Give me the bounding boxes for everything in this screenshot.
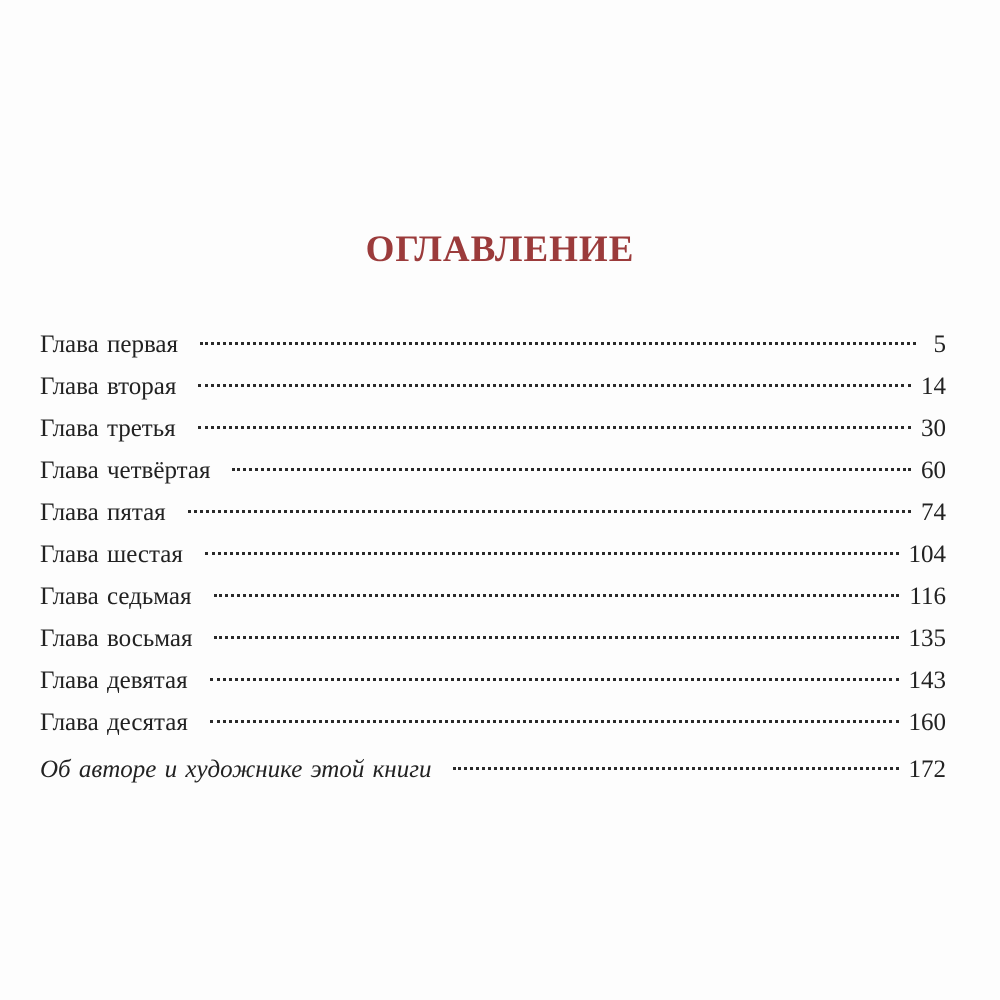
toc-entry-label: Глава девятая xyxy=(40,667,188,694)
toc-entry-page: 135 xyxy=(908,625,946,652)
toc-entry-page: 172 xyxy=(908,756,946,783)
toc-entry-1 xyxy=(40,324,946,366)
toc-entry-page: 116 xyxy=(909,583,946,610)
toc-entry-page: 143 xyxy=(908,667,946,694)
toc-entry-page: 160 xyxy=(908,709,946,736)
dot-leader xyxy=(205,552,899,555)
toc-entry-3 xyxy=(40,408,946,450)
toc-entry-label: Глава седьмая xyxy=(40,583,192,610)
toc-entry-page: 5 xyxy=(933,331,946,358)
toc-entry-page: 104 xyxy=(908,541,946,568)
dot-leader xyxy=(232,468,911,471)
toc-entry-page: 60 xyxy=(921,457,946,484)
toc-list xyxy=(40,324,946,791)
dot-leader xyxy=(198,384,911,387)
toc-entry-10 xyxy=(40,702,946,744)
dot-leader xyxy=(198,426,911,429)
toc-entry-4 xyxy=(40,450,946,492)
toc-entry-about-author xyxy=(40,749,946,791)
toc-entry-label: Глава восьмая xyxy=(40,625,193,652)
dot-leader xyxy=(214,636,898,639)
dot-leader xyxy=(210,720,899,723)
toc-entry-6 xyxy=(40,534,946,576)
toc-entry-7 xyxy=(40,576,946,618)
toc-entry-2 xyxy=(40,366,946,408)
toc-entry-8 xyxy=(40,618,946,660)
dot-leader xyxy=(453,767,898,770)
dot-leader xyxy=(200,342,916,345)
toc-entry-9 xyxy=(40,660,946,702)
toc-entry-label: Глава первая xyxy=(40,331,179,358)
toc-entry-label: Глава третья xyxy=(40,415,176,442)
dot-leader xyxy=(210,678,899,681)
toc-entry-label: Глава вторая xyxy=(40,373,177,400)
toc-entry-5 xyxy=(40,492,946,534)
toc-title: ОГЛАВЛЕНИЕ xyxy=(365,229,635,270)
toc-entry-label: Глава десятая xyxy=(40,709,188,736)
dot-leader xyxy=(188,510,911,513)
toc-entry-page: 30 xyxy=(921,415,946,442)
toc-entry-label: Об авторе и художнике этой книги xyxy=(40,756,432,783)
toc-entry-page: 14 xyxy=(921,373,946,400)
toc-entry-page: 74 xyxy=(921,499,946,526)
toc-entry-label: Глава шестая xyxy=(40,541,183,568)
dot-leader xyxy=(214,594,900,597)
toc-entry-label: Глава четвёртая xyxy=(40,457,211,484)
toc-entry-label: Глава пятая xyxy=(40,499,166,526)
